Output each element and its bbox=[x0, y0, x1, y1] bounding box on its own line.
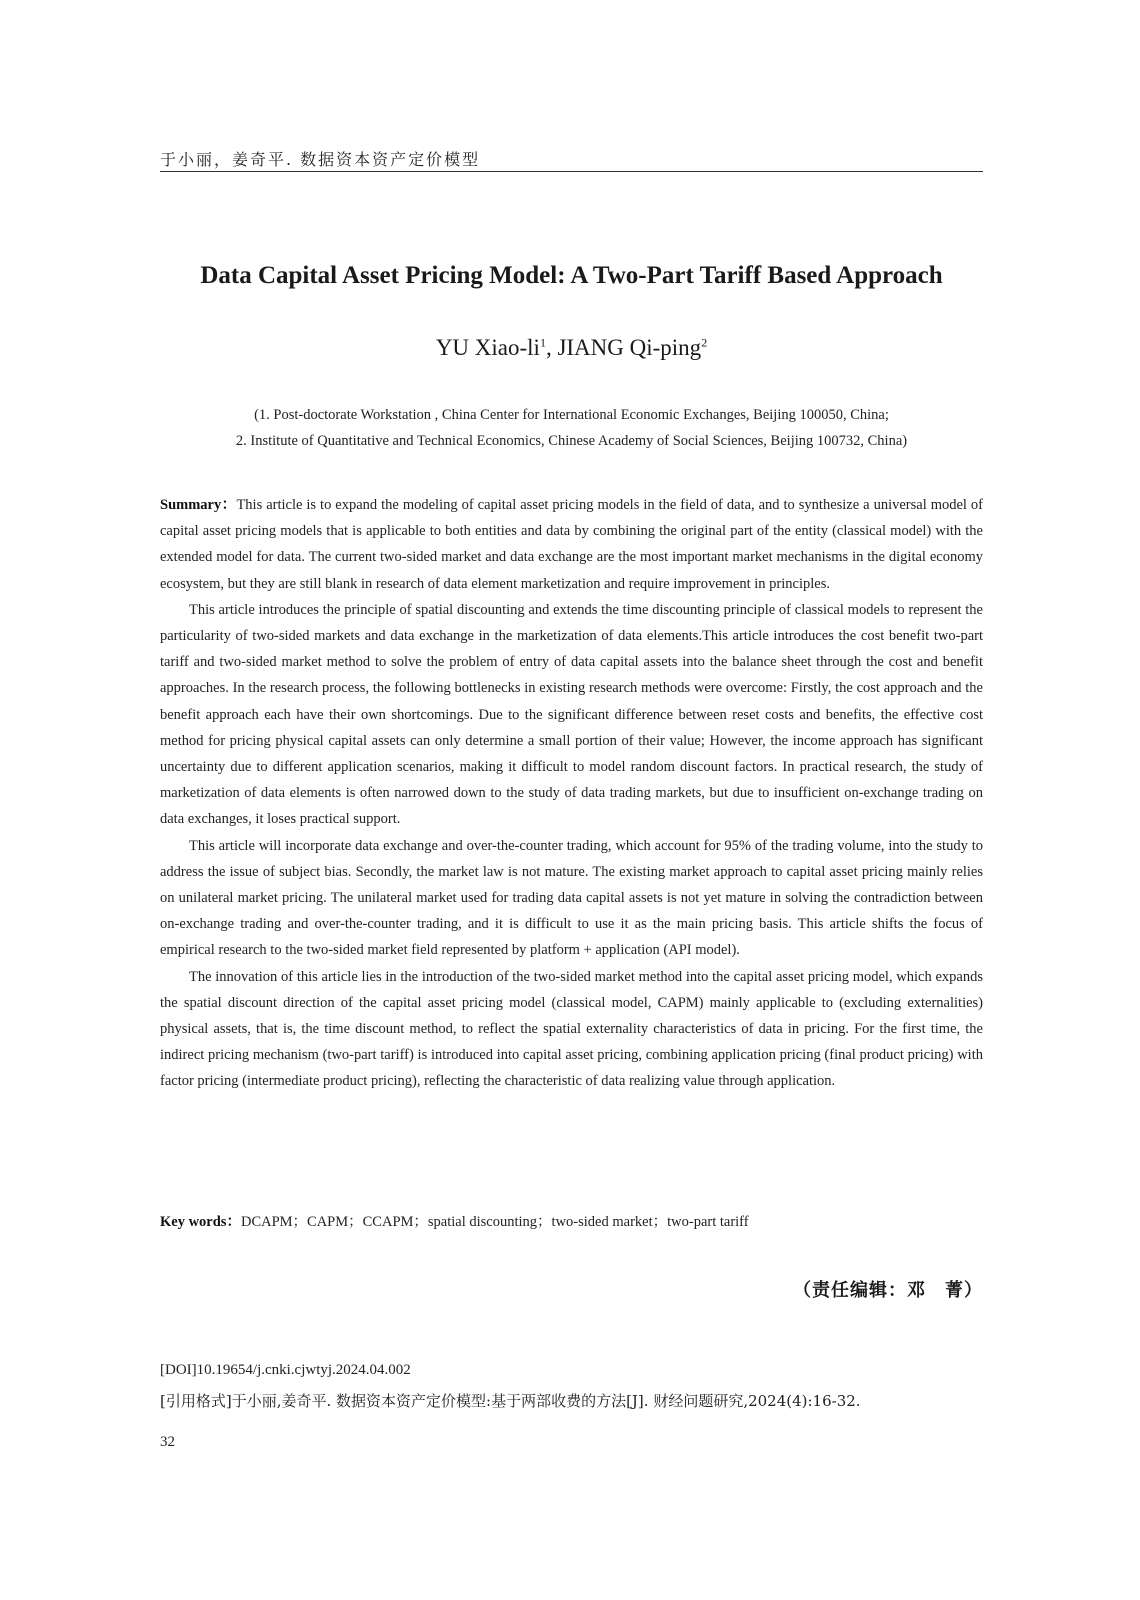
abstract-paragraph: The innovation of this article lies in the introduction of the two-sided market method into the capital asset pricing model, which expands the spatial discount direction of the capital asset pricing model (classical model, CAPM) mainly applicable to (excluding externalities) physical assets, that is, the time discount method, to reflect the spatial externality characteristics of data in pricing. For the first time, the indirect pricing mechanism (two-part tariff) is introduced into capital asset pricing, combining application pricing (final product pricing) with factor pricing (intermediate product pricing), reflecting the characteristic of data realizing value through application. bbox=[160, 968, 983, 1090]
author-name: YU Xiao-li bbox=[435, 335, 540, 360]
abstract bbox=[160, 492, 983, 1095]
author-separator: , bbox=[545, 335, 558, 360]
abstract-paragraph: This article introduces the principle of spatial discounting and extends the time discounting principle of classical models to represent the particularity of two-sided markets and data exchange in the marketization of data elements.This article introduces the cost benefit two-part tariff and two-sided market method to solve the problem of entry of data capital assets into the balance sheet through the cost and benefit approaches. In the research process, the following bottlenecks in existing research methods were overcome: Firstly, the cost approach and the benefit approach each have their own shortcomings. Due to the significant difference between reset costs and benefits, the effective cost method for pricing physical capital assets can only determine a small portion of their value; However, the income approach has significant uncertainty due to different application scenarios, making it difficult to model random discount factors. In practical research, the study of marketization of data elements is often narrowed down to the study of data trading markets, but due to insufficient on-exchange trading on data exchanges, it loses practical support. bbox=[160, 601, 983, 828]
author-line bbox=[160, 335, 983, 361]
affiliation-line: 2. Institute of Quantitative and Technical Economics, Chinese Academy of Social Sciences, Beijing 100732, China) bbox=[235, 433, 908, 449]
running-head: 于小丽，姜奇平. 数据资本资产定价模型 bbox=[160, 150, 481, 169]
keywords-label: Key words： bbox=[160, 1214, 241, 1230]
abstract-paragraph bbox=[160, 492, 983, 597]
doi: [DOI]10.19654/j.cnki.cjwtyj.2024.04.002 bbox=[160, 1362, 411, 1378]
page-number: 32 bbox=[160, 1434, 175, 1450]
editor-note: （责任编辑：邓 菁） bbox=[793, 1280, 983, 1301]
affiliation-line: (1. Post-doctorate Workstation , China Center for International Economic Exchanges, Beijing 100050, China; bbox=[254, 407, 889, 423]
author-name: JIANG Qi-ping bbox=[557, 335, 702, 360]
author-affiliation-mark: 2 bbox=[701, 335, 708, 350]
header-rule bbox=[160, 171, 983, 172]
abstract-text: This article is to expand the modeling of capital asset pricing models in the field of data, and to synthesize a universal model of capital asset pricing models that is applicable to both entities and data by combining the original part of the entity (classical model) with the extended model for data. The current two-sided market and data exchange are the most important market mechanisms in the digital economy ecosystem, but they are still blank in research of data element marketization and require improvement in principles. bbox=[160, 497, 983, 592]
citation-format: [引用格式]于小丽,姜奇平. 数据资本资产定价模型:基于两部收费的方法[J]. 财经问题研究,2024(4):16-32. bbox=[160, 1392, 861, 1410]
abstract-paragraph: This article will incorporate data exchange and over-the-counter trading, which account for 95% of the trading volume, into the study to address the issue of subject bias. Secondly, the market law is not mature. The existing market approach to capital asset pricing mainly relies on unilateral market pricing. The unilateral market used for trading data capital assets is not yet mature in solving the contradiction between on-exchange trading and over-the-counter trading, and it is difficult to use it as the main pricing basis. This article shifts the focus of empirical research to the two-sided market field represented by platform + application (API model). bbox=[160, 837, 983, 959]
paper-title: Data Capital Asset Pricing Model: A Two-Part Tariff Based Approach bbox=[200, 262, 943, 289]
author-affiliation-mark: 1 bbox=[539, 335, 546, 350]
abstract-label: Summary： bbox=[160, 497, 237, 513]
keywords bbox=[160, 1210, 983, 1231]
keywords-text: DCAPM；CAPM；CCAPM；spatial discounting；two-sided market；two-part tariff bbox=[240, 1214, 749, 1230]
